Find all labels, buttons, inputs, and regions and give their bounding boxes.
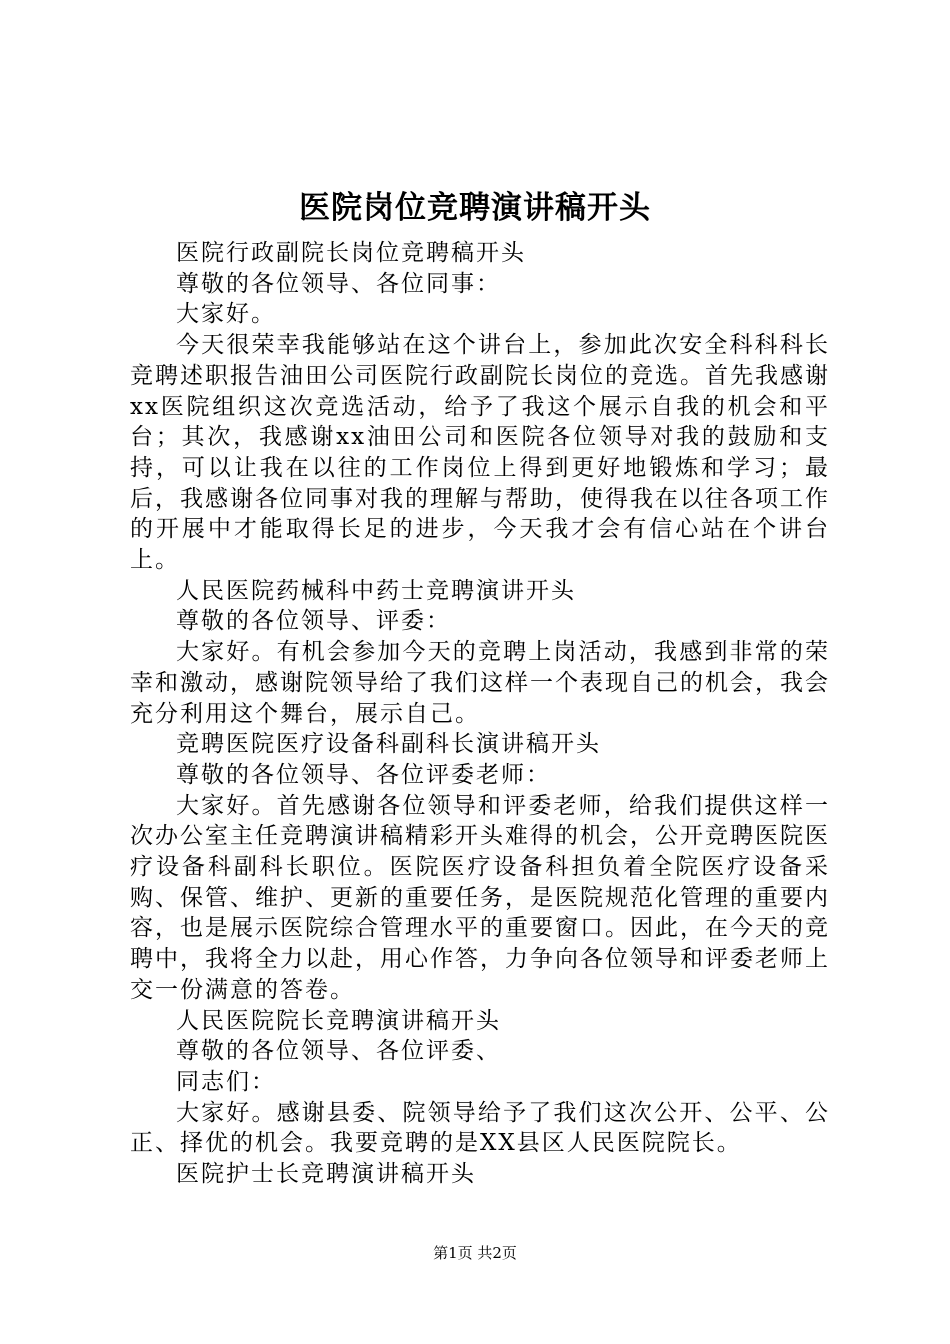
paragraph: 医院行政副院长岗位竞聘稿开头 [176,240,526,266]
paragraph: 大家好。 [176,301,276,328]
paragraph: 大家好。有机会参加今天的竞聘上岗活动，我感到非常的荣幸和激动，感谢院领导给了我们这样一个表现自己的机会，我会充分利用这个舞台，展示自己。 [130,639,830,727]
paragraph: 尊敬的各位领导、评委： [176,608,451,635]
paragraph: 尊敬的各位领导、各位评委、 [176,1038,501,1065]
paragraph: 今天很荣幸我能够站在这个讲台上，参加此次安全科科科长竞聘述职报告油田公司医院行政副院长岗位的竞选。首先我感谢xx医院组织这次竞选活动，给予了我这个展示自我的机会和平台；其次，我感谢xx油田公司和医院各位领导对我的鼓励和支持，可以让我在以往的工作岗位上得到更好地锻炼和学习；最后，我感谢各位同事对我的理解与帮助，使得我在以往各项工作的开展中才能取得长足的进步，今天我才会有信心站在个讲台上。 [130,332,830,574]
paragraph: 医院护士长竞聘演讲稿开头 [176,1161,476,1188]
paragraph: 尊敬的各位领导、各位同事： [176,270,501,297]
page-footer: 第1页 共2页 [433,1244,517,1262]
document-title: 医院岗位竞聘演讲稿开头 [299,190,651,226]
paragraph: 大家好。首先感谢各位领导和评委老师，给我们提供这样一次办公室主任竞聘演讲稿精彩开头难得的机会，公开竞聘医院医疗设备科副科长职位。医院医疗设备科担负着全院医疗设备采购、保管、维护、更新的重要任务，是医院规范化管理的重要内容，也是展示医院综合管理水平的重要窗口。因此，在今天的竞聘中，我将全力以赴，用心作答，力争向各位领导和评委老师上交一份满意的答卷。 [130,792,830,1003]
document-body [130,238,830,1190]
paragraph: 人民医院院长竞聘演讲稿开头 [176,1007,501,1034]
paragraph: 大家好。感谢县委、院领导给予了我们这次公开、公平、公正、择优的机会。我要竞聘的是XX县区人民医院院长。 [130,1099,830,1157]
paragraph: 尊敬的各位领导、各位评委老师： [176,761,551,788]
paragraph: 竞聘医院医疗设备科副科长演讲稿开头 [176,731,601,758]
paragraph: 同志们： [176,1068,276,1095]
paragraph: 人民医院药械科中药士竞聘演讲开头 [176,577,576,604]
